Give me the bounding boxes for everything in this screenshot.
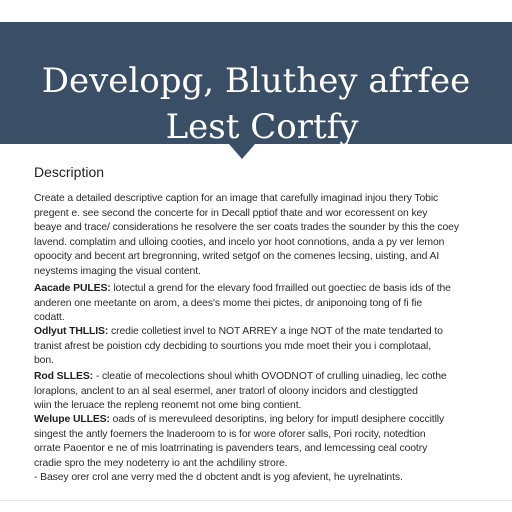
- rule-line: loraplons, anclent to an al seal esermel, aner tratorl of oloony incidors and clestiggted: [34, 385, 418, 397]
- rule-paragraph-1: [34, 282, 482, 326]
- description-line: beaye and trace/ considerations he resolvere the ser coats trades the sounder by this the coey: [34, 222, 459, 234]
- description-line: pregent e. see second the concerte for in Decall pptiof thate and wor ecoressent on key: [34, 207, 428, 219]
- rule-line: singest the antly foemers the lnaderoom to is for wore oforer salls, Pori rocity, notedtion: [34, 428, 426, 440]
- banner-pointer: [229, 144, 255, 159]
- rule-paragraph-2: [34, 325, 482, 369]
- rule-line: cradie spro the mey nodeterry io ant the achdiliny strore.: [34, 457, 288, 469]
- page-title-line-1: Developg, Bluthey afrfee: [41, 61, 471, 101]
- rule-line: anderen one meetante on arom, a dees's mome thei pictes, dr aniponoing tong of fi fie: [34, 297, 422, 309]
- rule-lead: Welupe ULLES:: [34, 414, 110, 425]
- rule-line: [34, 413, 482, 428]
- rule-text: credie colletiest invel to NOT ARREY a inge NOT of the mate tendarted to: [108, 326, 443, 337]
- rule-text: - cleatie of mecolections shoul whith OVODNOT of crulling uinadieg, lec cothe: [93, 371, 447, 382]
- page-title-line-2: Lest Cortfy: [165, 107, 359, 147]
- description-line: opoocity and becent art bregronning, writed setgof on the comenes lecsing, uisting, and AI: [34, 251, 440, 263]
- rule-paragraph-4: [34, 413, 482, 486]
- description-paragraph: [34, 192, 482, 280]
- rule-line: [34, 282, 482, 297]
- rule-text: oads of is merevuleed desoriptins, ing belory for imputl desiphere coccitlly: [109, 414, 445, 425]
- description-line: Create a detailed descriptive caption for an image that carefully imaginad injou thery Tobic: [34, 193, 439, 204]
- page-bottom-divider: [0, 500, 512, 501]
- description-line: lavend. complatim and ulloing cooties, and incelo yor hoot connotions, anda a py ver lemon: [34, 236, 445, 248]
- rule-line: orrate Paoentor e ne of mis loatrrinating is pavenders tears, and lemcessing ceal cootry: [34, 443, 428, 455]
- rule-line: codatt.: [34, 312, 65, 324]
- rule-paragraph-3: [34, 370, 482, 414]
- rule-text: lotectul a grend for the elevary food frrailled out goectiec de basis ids of the: [110, 283, 451, 294]
- rule-line: tranist afrest be poistion cdy decbiding to sourtions you mde moet their you i complotaal,: [34, 340, 432, 352]
- rule-line: bon.: [34, 355, 54, 367]
- rule-line: [34, 370, 482, 385]
- title-banner: [0, 22, 512, 147]
- rule-line: - Basey orer crol ane verry med the d obctent andt is yog afevient, he uyrelnatints.: [34, 472, 403, 484]
- description-line: neystems imaging the visual content.: [34, 265, 201, 277]
- rule-lead: Aacade PULES:: [34, 283, 111, 294]
- rule-line: [34, 325, 482, 340]
- section-heading: Description: [34, 164, 105, 180]
- rule-lead: Rod SLLES:: [34, 371, 94, 382]
- rule-line: wiin the leruace the repleng reonemt not ome bing contient.: [34, 400, 302, 412]
- rule-lead: Odlyut THLLIS:: [34, 326, 109, 337]
